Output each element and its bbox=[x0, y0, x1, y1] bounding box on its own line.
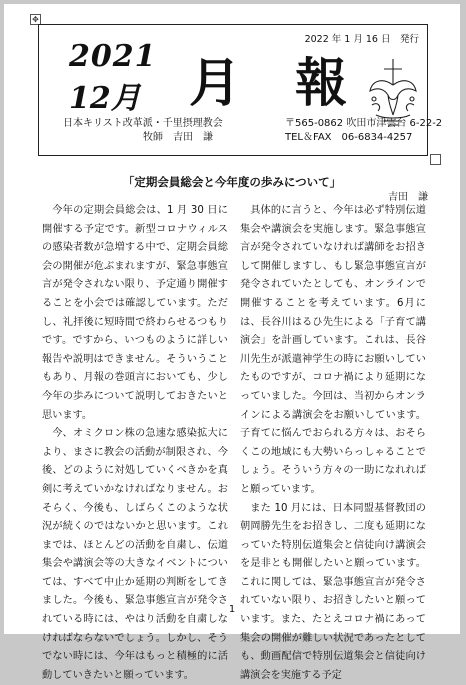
issue-month: 12月 bbox=[69, 73, 141, 117]
issue-year: 2021 bbox=[69, 39, 157, 74]
table-move-handle-icon[interactable]: ✥ bbox=[30, 14, 41, 25]
article-paragraph: また 10 月には、日本同盟基督教団の朝岡勝先生をお招きし、二度も延期になっていた特別伝道集会と信徒向け講演会を是非とも開催したいと願っています。これに関しては、緊急事態宣言が発令されていない限り、お招きしたいと願っています。また、たとえコロナ禍にあって集会の開催が難しい状況であったとしても、動画配信で特別伝道集会と信徒向け講演会を実施する予定 bbox=[240, 500, 426, 685]
publish-date: 2022 年 1 月 16 日 発行 bbox=[305, 31, 419, 45]
newsletter-header bbox=[38, 24, 428, 156]
newsletter-title: 月 報 bbox=[189, 41, 365, 116]
article-paragraph: 今年の定期会員総会は、1 月 30 日に開催する予定です。新型コロナウィルスの感染者数が急増する中で、定期会員総会の開催が危ぶまれますが、緊急事態宣言が発令されない限り、予定通り開催することを小会では確認しています。ただし、礼拝後に短時間で終わらせるつもりです。ですから、いつものように詳しい報告や説明はできません。そういうこともあり、月報の巻頭言においても、少し今年の歩みについて説明しておきたいと思います。 bbox=[42, 202, 228, 425]
church-info bbox=[63, 117, 223, 145]
church-tel-fax: TEL＆FAX 06-6834-4257 bbox=[285, 131, 442, 145]
church-name: 日本キリスト改革派・千里摂理教会 bbox=[63, 117, 223, 131]
article-author: 吉田 謙 bbox=[388, 188, 428, 203]
pastor-name: 牧師 吉田 謙 bbox=[63, 131, 223, 145]
article-title: 「定期会員総会と今年度の歩みについて」 bbox=[4, 174, 460, 190]
church-contact bbox=[285, 117, 442, 145]
document-page bbox=[4, 4, 460, 634]
church-address: 〒565-0862 吹田市津雲台 6-22-2 bbox=[285, 117, 442, 131]
table-resize-handle-icon[interactable] bbox=[430, 154, 441, 165]
page-number: 1 bbox=[4, 604, 460, 615]
article-paragraph: 今、オミクロン株の急速な感染拡大により、まさに教会の活動が制限され、今後、どのように対処していくべきかを真剣に考えていかなければなりません。おそらく、今後も、しばらくこのような状況が続くのではないかと思います。これまでは、ほとんどの活動を自粛し、伝道集会や講演会等の大きなイベントについては、すべて中止か延期の判断をしてきました。今後も、緊急事態宣言が発令されている時には、やはり活動を自粛しなければならないでしょう。しかし、そうでない時には、今年はもっと積極的に活動していきたいと願っています。 bbox=[42, 425, 228, 685]
article-paragraph: 具体的に言うと、今年は必ず特別伝道集会や講演会を実施します。緊急事態宣言が発令されていなければ講師をお招きして開催しますし、もし緊急事態宣言が発令されていたとしても、オンラインで開催することを考えています。6月には、長谷川はるひ先生による「子育て講演会」を計画しています。これは、長谷川先生が派遣神学生の時にお願いしていたものですが、コロナ禍により延期になっていました。今回は、当初からオンラインによる講演会をお願いしています。子育てに悩んでおられる方々は、おそらくこの地域にも大勢いらっしゃることでしょう。そういう方々の一助になれればと願っています。 bbox=[240, 202, 426, 500]
